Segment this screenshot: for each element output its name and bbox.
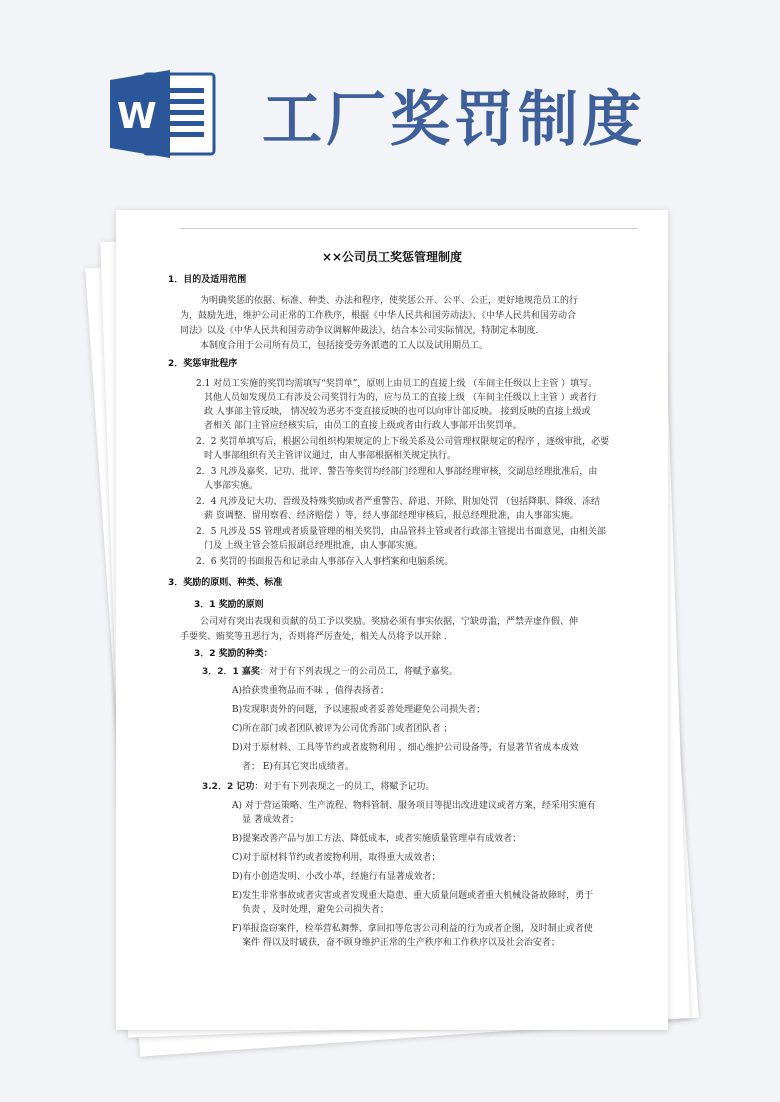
list-item: 者相关 部门主管应经核实后，由员工的直接上级或者由行政人事部开出奖罚单。 xyxy=(204,421,522,431)
list-item: C)所在部门或者团队被评为公司优秀部门或者团队者 ； xyxy=(232,724,453,734)
list-item: D)有小创造发明、小改小革，经施行有显著成效者； xyxy=(232,872,441,882)
subsection-heading: 3．2 奖励的种类： xyxy=(194,649,273,659)
list-item: 2．5 凡涉及 5S 管理或者质量管理的相关奖罚，由品管科主管或者行政部主管提出书面意见，由相关部 xyxy=(196,527,606,537)
list-item: 薪 资调整、留用察看、经济赔偿 ）等，经人事部经理审核后，报总经理批准，由人事部实施。 xyxy=(204,511,579,521)
paragraph-line: 本制度合用于公司所有员工，包括接受劳务派遣的工人以及试用期员工。 xyxy=(200,341,489,351)
list-item: C)对于原材料节约或者废物利用，取得重大成效者； xyxy=(232,853,441,863)
paragraph-line: 为明确奖惩的依据、标准、种类、办法和程序，使奖惩公开、公平、公正，更好地规范员工的行 xyxy=(200,296,579,306)
list-item: B)发现职责外的问题，予以速报或者妥善处理避免公司损失者； xyxy=(232,705,486,715)
list-item: 时人事部组织有关主管评议通过，由人事部根据相关规定执行。 xyxy=(204,451,457,461)
list-item: 2.1 对员工实施的奖罚均需填写“奖罚单”，原则上由员工的直接上级 （车间主任级以上主管 ）填写。 xyxy=(196,379,598,389)
list-item: 案件 得以及时破获，奋不顾身维护正常的生产秩序和工作秩序以及社会治安者； xyxy=(242,938,560,948)
reward-jigong xyxy=(202,780,434,795)
paragraph-line: 手要奖、贿奖等丑恶行为，否则将严厉查处，相关人员将予以开除 ． xyxy=(180,632,453,642)
list-item: B)提案改善产品与加工方法、降低成本，或者实施质量管理卓有成效者； xyxy=(232,834,522,844)
list-item: F)举报盗窃案件，检举营私舞弊、拿回扣等危害公司利益的行为或者企图，及时制止或者使 xyxy=(232,924,593,934)
subsection-heading: 3．1 奖励的原则 xyxy=(194,600,264,610)
reward-label: 3．2．1 嘉奖 xyxy=(202,667,260,677)
list-item: D)对于原材料、工具等节约或者废物利用 ，细心维护公司设备等，有显著节省成本成效 xyxy=(232,743,579,753)
paragraph-line: 同法》以及《中华人民共和国劳动争议调解仲裁法》，结合本公司实际情况，特制定本制度． xyxy=(180,326,545,336)
list-item: E)发生非常事故或者灾害或者发现重大隐患、重大质量问题或者重大机械设备故障时，勇于 xyxy=(232,891,594,901)
list-item: 显 著成效者； xyxy=(242,815,299,825)
banner xyxy=(0,0,780,200)
list-item: 负责 ，及时处理，避免公司损失者； xyxy=(242,905,389,915)
paragraph-line: 为，鼓励先进，维护公司正常的工作秩序，根据《中华人民共和国劳动法》、《中华人民共和国劳动合 xyxy=(180,311,577,321)
document-page xyxy=(116,210,668,1030)
list-item: 2．3 凡涉及嘉奖、记功、批评、警告等奖罚均经部门经理和人事部经理审核，交副总经理批准后，由 xyxy=(196,467,598,477)
list-item: 2．4 凡涉及记大功、晋级及特殊奖励或者严重警告、辞退、开除、附加处罚 （包括降职、降级、冻结 xyxy=(196,497,601,507)
list-item: 2．2 奖罚单填写后，根据公司组织构架规定的上下级关系及公司管理权限规定的程序 ，逐级审批，必要 xyxy=(196,437,610,447)
svg-text:W: W xyxy=(117,96,157,137)
list-item: A) 对于营运策略、生产流程、物料管制、服务项目等提出改进建议或者方案，经采用实施有 xyxy=(232,801,596,811)
section-heading: 1．目的及适用范围 xyxy=(168,275,247,285)
reward-text: ：对于有下列表现之一的公司员工，将赋予嘉奖。 xyxy=(259,667,458,677)
list-item: 门及 上级主管会签后报副总经理批准，由人事部实施。 xyxy=(204,541,423,551)
list-item: A)拾获贵重物品而不昧 ，值得表扬者； xyxy=(232,686,389,696)
list-item: 者； E)有其它突出成绩者。 xyxy=(242,762,354,772)
reward-text: ：对于有下列表现之一的员工，将赋予记功。 xyxy=(254,782,435,792)
paragraph-line: 公司对有突出表现和贡献的员工予以奖励。奖励必须有事实依据，宁缺毋滥，严禁弄虚作假、伸 xyxy=(200,617,579,627)
list-item: 其他人员如发现员工有涉及公司奖罚行为的，应与员工的直接上级 （车间主任级以上主管 ）或者行 xyxy=(204,393,597,403)
reward-label: 3.2．2 记功 xyxy=(202,782,255,792)
list-item: 2．6 奖罚的书面报告和记录由人事部存入人事档案和电脑系统。 xyxy=(196,557,454,567)
section-heading: 2．奖惩审批程序 xyxy=(168,359,238,369)
word-icon xyxy=(108,68,216,160)
list-item: 人事部实施。 xyxy=(204,481,259,491)
section-heading: 3．奖励的原则、种类、标准 xyxy=(168,578,283,588)
banner-title: 工厂奖罚制度 xyxy=(262,85,646,155)
document-title: ××公司员工奖惩管理制度 xyxy=(321,250,463,264)
reward-jiajiang xyxy=(202,665,458,680)
list-item: 政 人事部主管反映， 情况较为恶劣不变直接反映的也可以向审计部反映。 接到反映的直接上级或 xyxy=(204,407,591,417)
header-rule xyxy=(180,228,638,229)
